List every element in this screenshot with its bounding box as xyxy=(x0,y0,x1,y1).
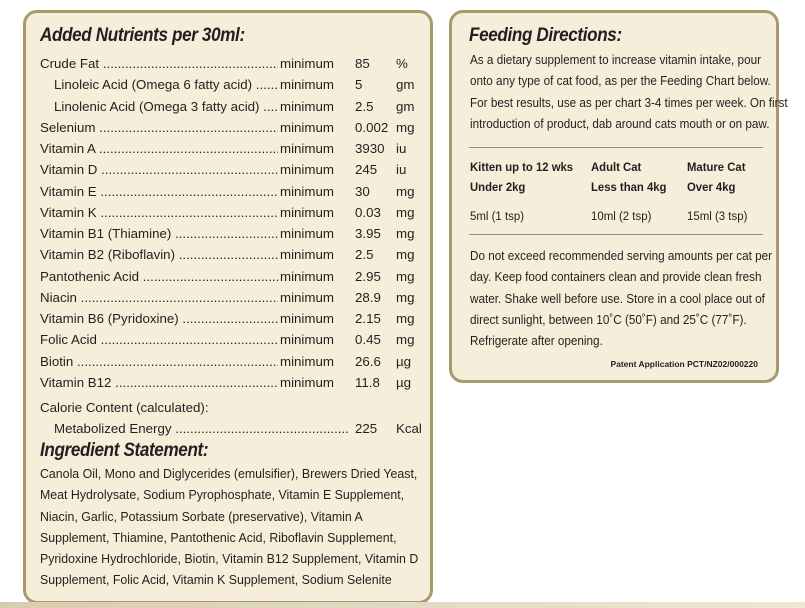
nutrient-name: Vitamin B2 (Riboflavin) xyxy=(40,247,175,263)
nutrient-name: Vitamin E xyxy=(40,183,97,199)
patent-note: Patent Application PCT/NZ02/000220 xyxy=(610,359,758,369)
intro-line: onto any type of cat food, as per the Feeding Chart below. xyxy=(470,74,771,89)
nutrient-unit: mg xyxy=(396,247,415,263)
nutrient-unit: gm xyxy=(396,77,415,93)
column-heading-line2: Over 4kg xyxy=(687,180,736,194)
nutrient-unit: mg xyxy=(396,226,415,241)
feeding-panel xyxy=(449,10,788,383)
divider xyxy=(469,147,763,148)
nutrient-row xyxy=(40,223,424,244)
nutrient-name: Linolenic Acid (Omega 3 fatty acid) xyxy=(54,98,260,114)
calorie-value: 225 xyxy=(355,421,378,436)
nutrient-qualifier: minimum xyxy=(280,119,334,135)
nutrients-panel xyxy=(23,10,433,604)
nutrient-row xyxy=(40,74,424,95)
calorie-row xyxy=(40,418,424,439)
nutrient-unit: iu xyxy=(396,141,407,156)
intro-line: As a dietary supplement to increase vitamin intake, pour xyxy=(470,53,762,67)
column-heading-line1: Mature Cat xyxy=(687,160,746,174)
nutrient-value: 11.8 xyxy=(355,374,380,390)
nutrient-row xyxy=(40,138,424,159)
calorie-name: Metabolized Energy xyxy=(54,421,172,436)
ingredients-line: Supplement, Thiamine, Pantothenic Acid, Riboflavin Supplement, xyxy=(40,529,397,545)
nutrients-heading: Added Nutrients per 30ml: xyxy=(40,25,245,46)
nutrient-name: Crude Fat xyxy=(40,56,100,71)
nutrient-qualifier: minimum xyxy=(280,98,334,114)
nutrient-value: 0.002 xyxy=(355,119,389,135)
nutrient-name: Selenium xyxy=(40,119,96,135)
nutrient-name: Vitamin A xyxy=(40,141,96,156)
nutrient-name: Pantothenic Acid xyxy=(40,268,140,284)
nutrient-row xyxy=(40,266,424,287)
ingredients-heading: Ingredient Statement: xyxy=(40,440,209,461)
column-amount: 15ml (3 tsp) xyxy=(687,209,748,223)
column-heading-line2: Under 2kg xyxy=(470,180,526,194)
nutrient-qualifier: minimum xyxy=(280,226,334,241)
nutrient-qualifier: minimum xyxy=(280,289,334,305)
nutrient-name: Vitamin B6 (Pyridoxine) xyxy=(40,311,179,326)
calorie-title: Calorie Content (calculated): xyxy=(40,400,209,415)
column-amount: 10ml (2 tsp) xyxy=(591,209,652,223)
nutrient-row xyxy=(40,372,424,393)
column-heading-line1: Adult Cat xyxy=(591,160,642,174)
column-amount: 5ml (1 tsp) xyxy=(470,209,525,223)
nutrient-value: 245 xyxy=(355,162,378,178)
nutrient-value: 3930 xyxy=(355,141,385,156)
warning-line: water. Shake well before use. Store in a cool place out of xyxy=(470,291,765,306)
nutrient-name: Vitamin K xyxy=(40,204,97,220)
nutrient-value: 2.5 xyxy=(355,98,374,114)
nutrient-unit: µg xyxy=(396,374,412,390)
nutrient-unit: % xyxy=(396,56,408,71)
intro-line: For best results, use as per chart 3-4 times per week. On first xyxy=(470,95,788,110)
column-heading-line1: Kitten up to 12 wks xyxy=(470,160,574,174)
nutrient-unit: mg xyxy=(396,119,415,135)
feeding-heading: Feeding Directions: xyxy=(469,25,622,46)
nutrient-row xyxy=(40,181,424,202)
nutrient-unit: mg xyxy=(396,204,415,220)
nutrient-qualifier: minimum xyxy=(280,247,334,263)
nutrient-qualifier: minimum xyxy=(280,162,334,178)
nutrient-row xyxy=(40,53,424,74)
nutrient-value: 30 xyxy=(355,183,370,199)
warning-line: Refrigerate after opening. xyxy=(470,334,603,349)
nutrient-qualifier: minimum xyxy=(280,183,334,199)
calorie-content xyxy=(40,397,424,439)
nutrient-name: Vitamin D xyxy=(40,162,98,178)
nutrient-value: 5 xyxy=(355,77,363,93)
feeding-intro xyxy=(470,50,788,135)
warning-line: Do not exceed recommended serving amounts per cat per xyxy=(470,249,773,263)
nutrient-value: 0.45 xyxy=(355,332,381,348)
ingredients-line: Supplement, Folic Acid, Vitamin K Supplement, Sodium Selenite xyxy=(40,572,392,588)
ingredients-text xyxy=(40,463,419,591)
nutrient-name: Folic Acid xyxy=(40,332,97,348)
nutrient-unit: gm xyxy=(396,98,415,114)
nutrient-row xyxy=(40,159,424,180)
nutrient-unit: mg xyxy=(396,311,415,326)
nutrient-value: 2.5 xyxy=(355,247,374,263)
feeding-warning xyxy=(470,246,773,352)
ingredients-line: Meat Hydrolysate, Sodium Pyrophosphate, Vitamin E Supplement, xyxy=(40,487,405,503)
nutrient-name: Linoleic Acid (Omega 6 fatty acid) xyxy=(54,77,253,93)
nutrient-name: Vitamin B12 xyxy=(40,374,112,390)
nutrient-unit: mg xyxy=(396,332,415,348)
nutrient-unit: µg xyxy=(396,353,412,369)
nutrient-qualifier: minimum xyxy=(280,374,334,390)
warning-line: direct sunlight, between 10˚C (50˚F) and 25˚C (77˚F). xyxy=(470,312,747,327)
nutrient-unit: mg xyxy=(396,183,415,199)
nutrient-unit: mg xyxy=(396,268,415,284)
feeding-column-mature xyxy=(687,157,752,226)
nutrient-qualifier: minimum xyxy=(280,204,334,220)
divider xyxy=(469,234,763,235)
nutrient-qualifier: minimum xyxy=(280,353,334,369)
feeding-column-adult xyxy=(591,157,673,226)
nutrient-unit: iu xyxy=(396,162,407,178)
nutrient-value: 2.95 xyxy=(355,268,381,284)
nutrient-row xyxy=(40,96,424,117)
nutrient-qualifier: minimum xyxy=(280,141,334,156)
nutrient-name: Vitamin B1 (Thiamine) xyxy=(40,226,172,241)
nutrient-unit: mg xyxy=(396,289,415,305)
nutrient-row xyxy=(40,202,424,223)
nutrient-value: 85 xyxy=(355,56,370,71)
nutrient-value: 3.95 xyxy=(355,226,381,241)
column-heading-line2: Less than 4kg xyxy=(591,180,667,194)
warning-line: day. Keep food containers clean and provide clean fresh xyxy=(470,270,762,285)
intro-line: introduction of product, dab around cats mouth or on paw. xyxy=(470,116,770,131)
nutrient-value: 2.15 xyxy=(355,311,381,326)
ingredients-line: Pyridoxine Hydrochloride, Biotin, Vitamin B12 Supplement, Vitamin D xyxy=(40,551,419,567)
nutrients-table xyxy=(40,53,424,393)
ingredients-line: Canola Oil, Mono and Diglycerides (emulsifier), Brewers Dried Yeast, xyxy=(40,466,418,481)
nutrient-row xyxy=(40,287,424,308)
ingredients-line: Niacin, Garlic, Potassium Sorbate (preservative), Vitamin A xyxy=(40,508,363,524)
nutrient-qualifier: minimum xyxy=(280,77,334,93)
nutrient-row xyxy=(40,329,424,350)
nutrient-name: Biotin xyxy=(40,353,74,369)
nutrient-qualifier: minimum xyxy=(280,56,334,71)
nutrient-row xyxy=(40,351,424,372)
nutrient-qualifier: minimum xyxy=(280,311,334,326)
bottom-edge xyxy=(0,602,805,608)
nutrient-qualifier: minimum xyxy=(280,268,334,284)
calorie-unit: Kcal xyxy=(396,421,422,436)
nutrient-value: 0.03 xyxy=(355,204,381,220)
feeding-column-kitten xyxy=(470,157,582,226)
nutrient-row xyxy=(40,308,424,329)
nutrient-name: Niacin xyxy=(40,289,77,305)
nutrient-row xyxy=(40,244,424,265)
nutrient-row xyxy=(40,117,424,138)
nutrient-value: 26.6 xyxy=(355,353,381,369)
nutrient-value: 28.9 xyxy=(355,289,381,305)
nutrient-qualifier: minimum xyxy=(280,332,334,348)
